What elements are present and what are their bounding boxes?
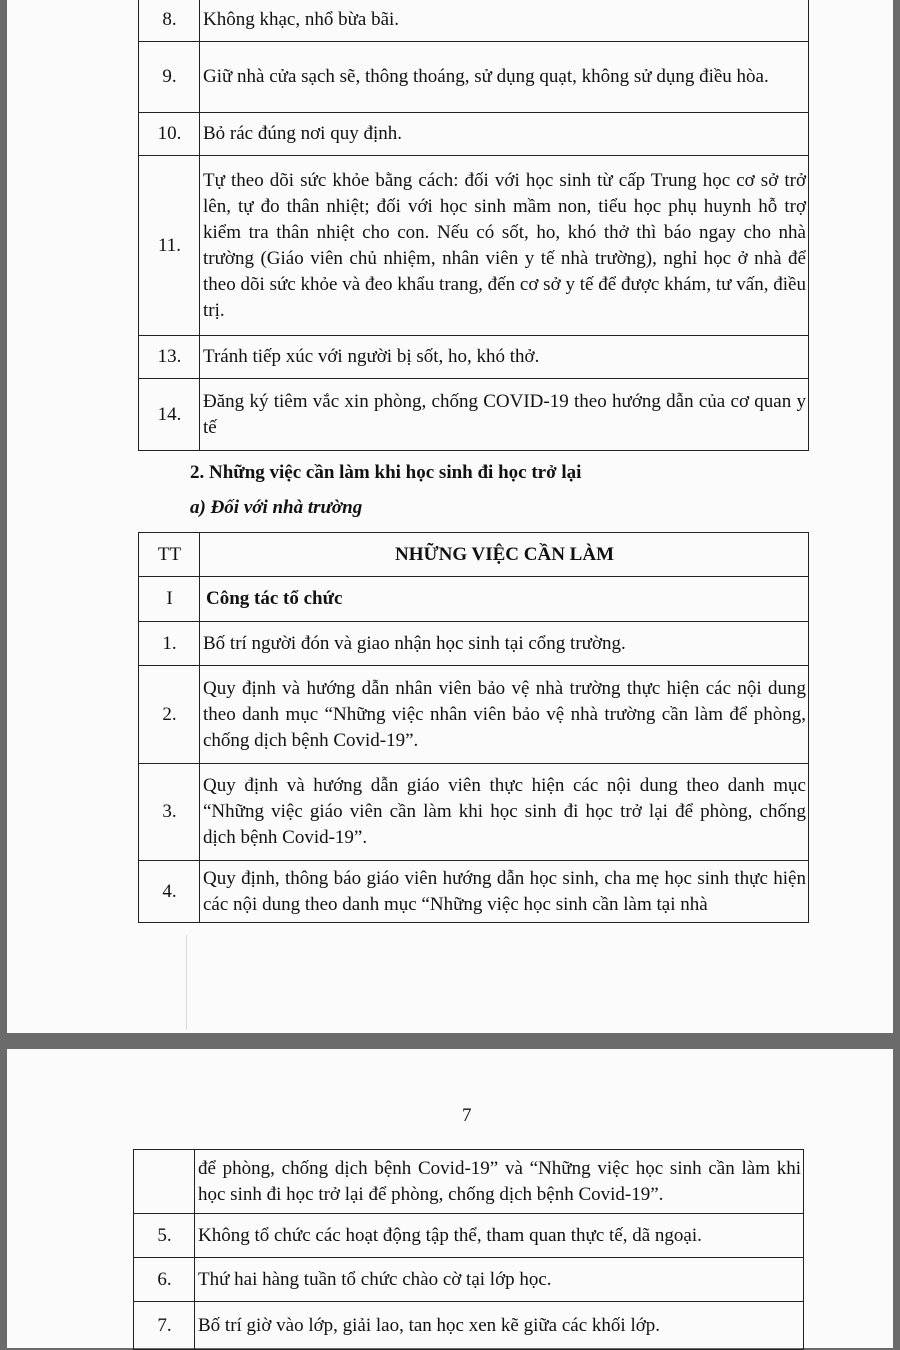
group-title: Công tác tổ chức <box>200 577 809 622</box>
row-number: 4. <box>139 861 200 923</box>
table-row <box>134 1258 804 1302</box>
table-row <box>139 666 809 764</box>
row-number: 11. <box>139 156 200 336</box>
row-number: 5. <box>134 1214 195 1258</box>
preventive-measures-table <box>138 0 809 451</box>
table-row <box>134 1214 804 1258</box>
row-text: Không tổ chức các hoạt động tập thể, tham quan thực tế, dã ngoại. <box>195 1214 804 1258</box>
row-text: Quy định và hướng dẫn giáo viên thực hiện các nội dung theo danh mục “Những việc giáo viên cần làm khi học sinh đi học trở lại để phòng, chống dịch bệnh Covid-19”. <box>200 764 809 861</box>
row-text: để phòng, chống dịch bệnh Covid-19” và “Những việc học sinh cần làm khi học sinh đi học trở lại để phòng, chống dịch bệnh Covid-19”. <box>195 1150 804 1214</box>
row-number: 9. <box>139 42 200 113</box>
row-text: Bố trí người đón và giao nhận học sinh tại cổng trường. <box>200 622 809 666</box>
page-gap <box>0 1033 900 1049</box>
row-text: Bố trí giờ vào lớp, giải lao, tan học xen kẽ giữa các khối lớp. <box>195 1302 804 1350</box>
row-text: Quy định và hướng dẫn nhân viên bảo vệ nhà trường thực hiện các nội dung theo danh mục “Những việc nhân viên bảo vệ nhà trường cần làm để phòng, chống dịch bệnh Covid-19”. <box>200 666 809 764</box>
column-header-tasks: NHỮNG VIỆC CẦN LÀM <box>200 533 809 577</box>
row-text: Tự theo dõi sức khỏe bằng cách: đối với học sinh từ cấp Trung học cơ sở trở lên, tự đo thân nhiệt; đối với học sinh mầm non, tiểu học phụ huynh hỗ trợ kiểm tra thân nhiệt cho con. Nếu có sốt, ho, khó thở thì báo ngay cho nhà trường (Giáo viên chủ nhiệm, nhân viên y tế nhà trường), nghỉ học ở nhà để theo dõi sức khỏe và đeo khẩu trang, đến cơ sở y tế để được khám, tư vấn, điều trị. <box>200 156 809 336</box>
column-header-tt: TT <box>139 533 200 577</box>
table-row <box>139 0 809 42</box>
table-row <box>139 42 809 113</box>
row-text: Bỏ rác đúng nơi quy định. <box>200 113 809 156</box>
row-number: 14. <box>139 379 200 451</box>
row-text: Tránh tiếp xúc với người bị sốt, ho, khó thở. <box>200 336 809 379</box>
row-number: 8. <box>139 0 200 42</box>
row-number: 1. <box>139 622 200 666</box>
table-row <box>139 113 809 156</box>
row-text: Đăng ký tiêm vắc xin phòng, chống COVID-19 theo hướng dẫn của cơ quan y tế <box>200 379 809 451</box>
table-row <box>139 861 809 923</box>
row-number: 13. <box>139 336 200 379</box>
row-number <box>134 1150 195 1214</box>
table-row <box>139 379 809 451</box>
section-heading: 2. Những việc cần làm khi học sinh đi học trở lại <box>190 462 582 483</box>
row-text: Quy định, thông báo giáo viên hướng dẫn học sinh, cha mẹ học sinh thực hiện các nội dung theo danh mục “Những việc học sinh cần làm tại nhà <box>200 861 809 923</box>
table-group-row <box>139 577 809 622</box>
row-number: 10. <box>139 113 200 156</box>
table-row <box>134 1302 804 1350</box>
page-number: 7 <box>462 1105 472 1126</box>
row-text: Thứ hai hàng tuần tổ chức chào cờ tại lớp học. <box>195 1258 804 1302</box>
page-fold-line <box>186 935 187 1030</box>
section-subheading: a) Đối với nhà trường <box>190 497 363 518</box>
row-text: Giữ nhà cửa sạch sẽ, thông thoáng, sử dụng quạt, không sử dụng điều hòa. <box>200 42 809 113</box>
group-number: I <box>139 577 200 622</box>
row-number: 2. <box>139 666 200 764</box>
table-row <box>134 1150 804 1214</box>
school-tasks-table <box>138 532 809 923</box>
row-number: 3. <box>139 764 200 861</box>
table-row <box>139 156 809 336</box>
row-text: Không khạc, nhổ bừa bãi. <box>200 0 809 42</box>
school-tasks-table-continued <box>133 1149 804 1350</box>
row-number: 7. <box>134 1302 195 1350</box>
table-row <box>139 336 809 379</box>
table-row <box>139 764 809 861</box>
table-header-row <box>139 533 809 577</box>
table-row <box>139 622 809 666</box>
row-number: 6. <box>134 1258 195 1302</box>
